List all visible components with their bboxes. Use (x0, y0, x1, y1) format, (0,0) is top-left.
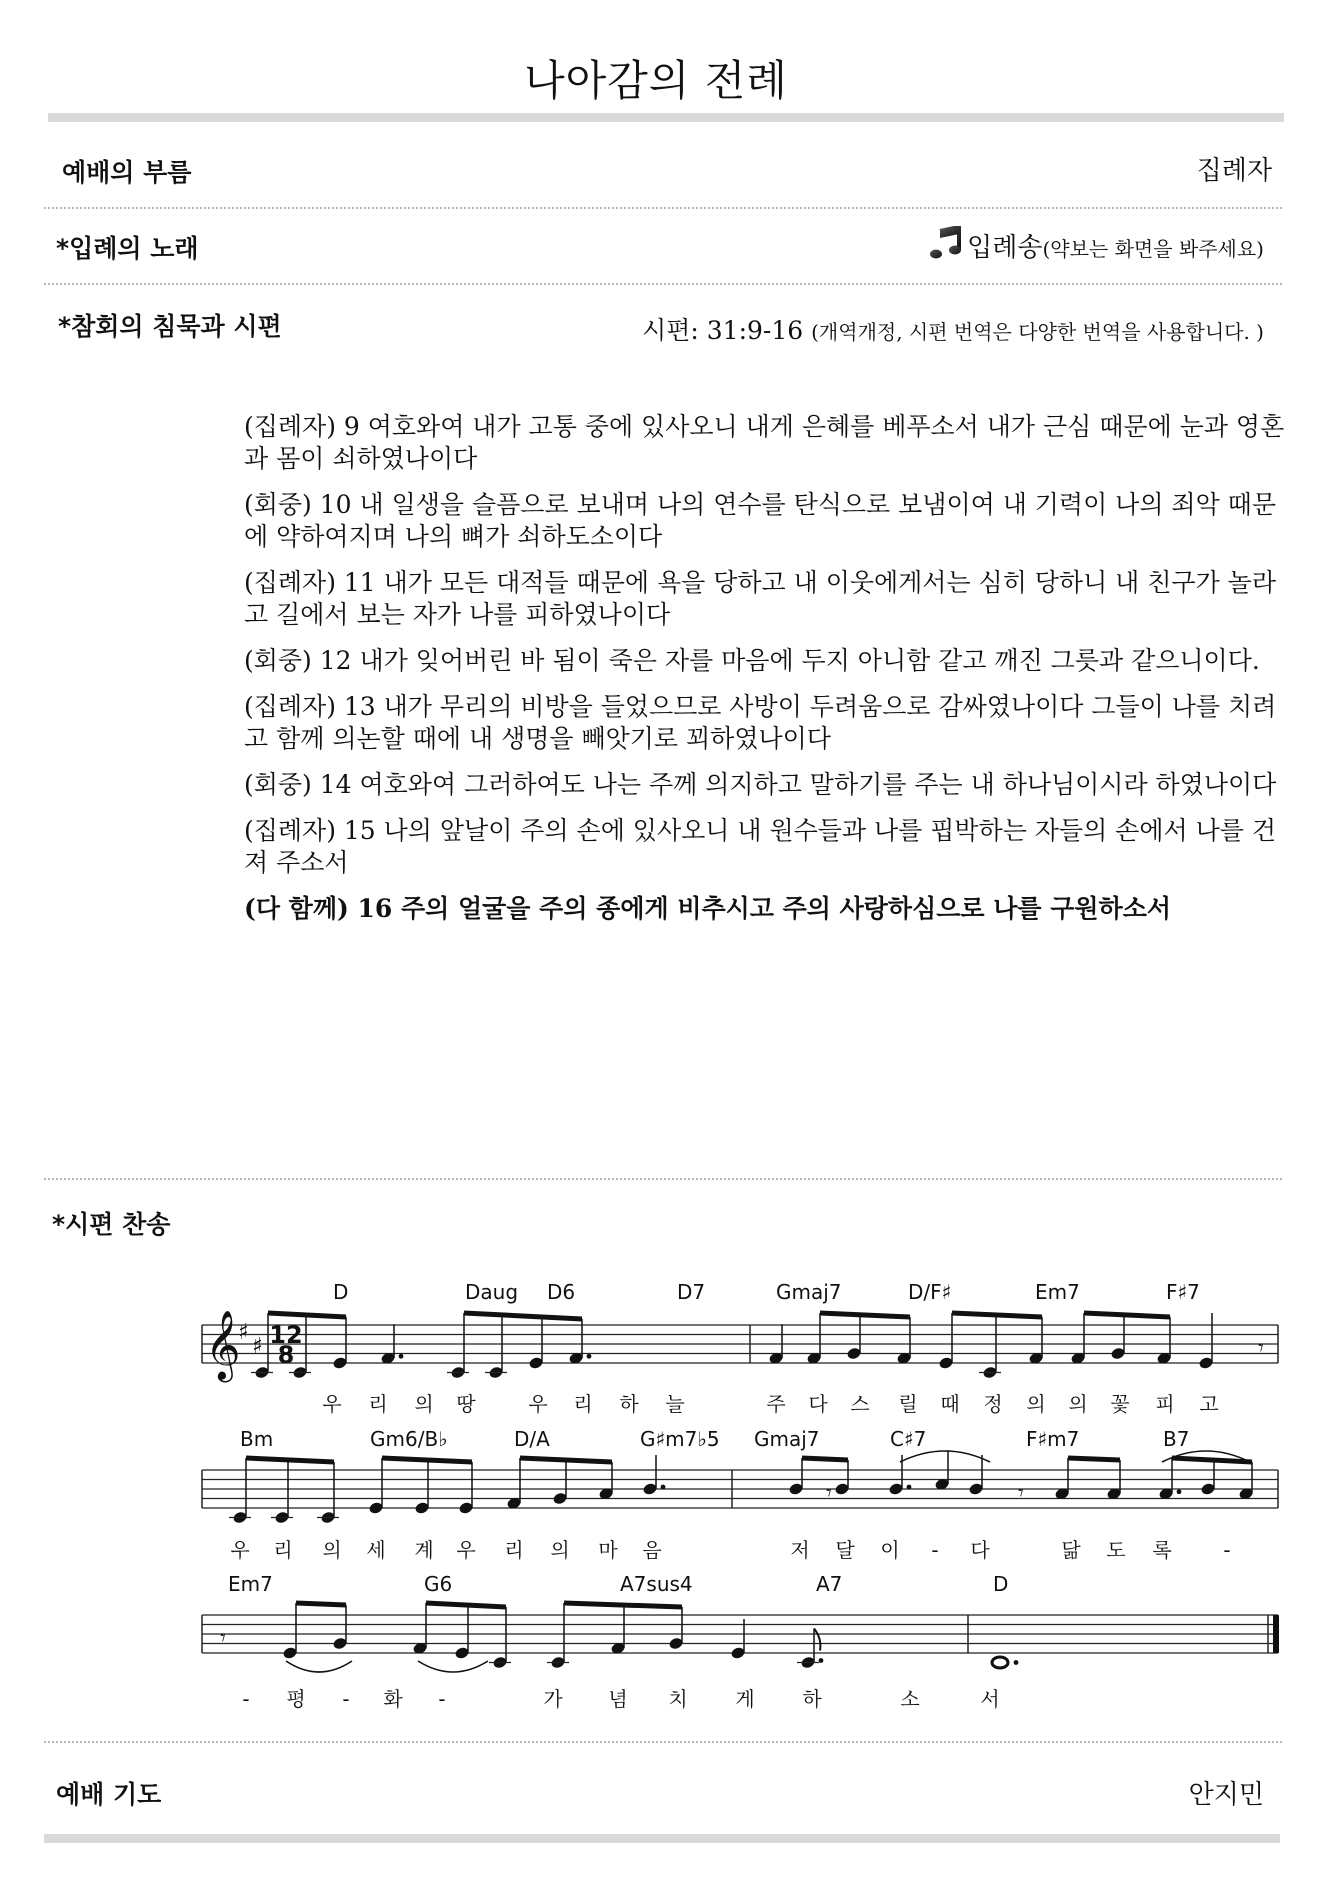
lyric-syllable: 록 (1152, 1538, 1172, 1562)
psalm-reference (642, 311, 1264, 347)
lyric-syllable: 서 (980, 1687, 1000, 1711)
dot (1177, 1489, 1182, 1494)
lyric-syllable: 달 (835, 1538, 855, 1562)
lyric-syllable: 저 (790, 1538, 810, 1562)
dot (399, 1354, 404, 1359)
lyric-syllable: - (931, 1538, 939, 1562)
entrance-song-info (929, 226, 1264, 267)
lyric-syllable: 꽃 (1110, 1392, 1130, 1416)
section-title-call: 예배의 부름 (62, 158, 192, 187)
chord-symbol: D6 (547, 1280, 576, 1304)
psalm-line: (회중) 12 내가 잊어버린 바 됨이 죽은 자를 마음에 두지 아니함 같고 깨진 그릇과 같으니이다. (244, 646, 1260, 675)
divider (44, 1178, 1282, 1180)
section-title-prayer: 예배 기도 (56, 1780, 162, 1809)
title-divider (48, 113, 1284, 122)
sheet-music-svg (0, 1270, 1332, 1730)
lyric-syllable: 정 (983, 1392, 1003, 1416)
beam (246, 1458, 334, 1462)
lyric-syllable: 의 (550, 1538, 570, 1562)
eighth-rest: 𝄾 (826, 1481, 832, 1506)
divider (44, 207, 1282, 209)
lyric-syllable: 게 (735, 1687, 755, 1711)
lyric-syllable: 이 (880, 1538, 900, 1562)
lyric-syllable: 다 (808, 1392, 828, 1416)
treble-clef: 𝄞 (205, 1310, 241, 1380)
chord-symbol: D7 (677, 1280, 706, 1304)
whole-note (992, 1657, 1008, 1668)
chord-symbol: D (993, 1572, 1009, 1596)
lyric-syllable: - (1223, 1538, 1231, 1562)
lyric-syllable: 고 (1199, 1392, 1219, 1416)
chord-symbol: G6 (424, 1572, 453, 1596)
psalm-reference-note: (개역개정, 시편 번역은 다양한 번역을 사용합니다. ) (811, 320, 1264, 344)
psalm-line: (집례자) 11 내가 모든 대적들 때문에 욕을 당하고 내 이웃에게서는 심히 당하니 내 친구가 놀라고 길에서 보는 자가 나를 피하였나이다 (244, 568, 1276, 629)
dot (661, 1485, 666, 1490)
beam (1068, 1458, 1120, 1460)
lyric-syllable: 스 (850, 1392, 870, 1416)
lyric-syllable: - (438, 1687, 446, 1711)
beam (820, 1313, 910, 1317)
lyric-syllable: 땅 (456, 1392, 476, 1416)
chord-symbol: Em7 (1035, 1280, 1080, 1304)
chord-symbol: Bm (240, 1427, 274, 1451)
time-signature-bottom: 8 (277, 1341, 295, 1369)
chord-symbol: Daug (465, 1280, 519, 1304)
slur (900, 1451, 990, 1462)
divider (44, 1741, 1282, 1743)
beam (1172, 1458, 1252, 1462)
entrance-song-title: 입례송 (967, 233, 1043, 263)
lyric-syllable: 릴 (898, 1392, 918, 1416)
lyric-syllable: 주 (766, 1392, 786, 1416)
lyric-syllable: 의 (1068, 1392, 1088, 1416)
beam (1084, 1313, 1170, 1317)
slur (286, 1661, 352, 1672)
eighth-rest: 𝄾 (1018, 1481, 1024, 1506)
eighth-rest: 𝄾 (220, 1626, 226, 1651)
section-title-chant: *시편 찬송 (52, 1210, 171, 1239)
lyric-syllable: 평 (286, 1687, 306, 1711)
beam (426, 1603, 506, 1607)
slur (418, 1661, 488, 1672)
chord-symbol: D/A (514, 1427, 550, 1451)
dot (1014, 1660, 1019, 1665)
psalm-line-unison: (다 함께) 16 주의 얼굴을 주의 종에게 비추시고 주의 사랑하심으로 나를 구원하소서 (244, 894, 1171, 923)
lyric-syllable: 우 (322, 1392, 342, 1416)
dot (907, 1485, 912, 1490)
chord-symbol: Gm6/B♭ (370, 1427, 448, 1451)
lyric-syllable: 도 (1106, 1538, 1126, 1562)
section-leader-prayer: 안지민 (1188, 1780, 1264, 1810)
lyric-syllable: 가 (543, 1687, 563, 1711)
chord-symbol: C♯7 (890, 1427, 927, 1451)
lyric-syllable: 피 (1155, 1392, 1175, 1416)
chord-symbol: F♯m7 (1026, 1427, 1080, 1451)
lyric-syllable: 계 (414, 1538, 434, 1562)
key-signature-sharp: ♯ (252, 1334, 263, 1359)
lyric-syllable: 우 (528, 1392, 548, 1416)
beam (268, 1313, 346, 1317)
chord-symbol: Em7 (228, 1572, 273, 1596)
lyric-syllable: 리 (573, 1392, 593, 1416)
time-signature-top: 12 (269, 1321, 303, 1349)
lyric-syllable: 우 (230, 1538, 250, 1562)
beam (464, 1313, 582, 1319)
psalm-reference-main: 시편: 31:9-16 (642, 316, 804, 345)
lyric-syllable: 리 (368, 1392, 388, 1416)
beam (382, 1458, 472, 1462)
lyric-syllable: 세 (366, 1538, 386, 1562)
psalm-line: (회중) 14 여호와여 그러하여도 나는 주께 의지하고 말하기를 주는 내 하나님이시라 하였나이다 (244, 770, 1277, 799)
chord-symbol: D (333, 1280, 349, 1304)
entrance-song-note: (약보는 화면을 봐주세요) (1042, 237, 1264, 261)
lyric-syllable: 소 (900, 1687, 920, 1711)
lyric-syllable: 의 (322, 1538, 342, 1562)
dot (587, 1354, 592, 1359)
lyric-syllable: 마 (598, 1538, 618, 1562)
beam (564, 1603, 682, 1607)
chord-symbol: B7 (1163, 1427, 1190, 1451)
lyric-syllable: 리 (273, 1538, 293, 1562)
footer-divider (44, 1834, 1280, 1843)
lyric-syllable: 닮 (1061, 1538, 1081, 1562)
lyric-syllable: 하 (619, 1392, 639, 1416)
psalm-line: (회중) 10 내 일생을 슬픔으로 보내며 나의 연수를 탄식으로 보냄이여 내 기력이 나의 죄악 때문에 약하여지며 나의 뼈가 쇠하도소이다 (244, 490, 1276, 551)
lyric-syllable: 때 (940, 1392, 960, 1416)
note-flag (814, 1629, 820, 1651)
sheet-music (0, 1270, 1332, 1730)
lyric-syllable: 우 (456, 1538, 476, 1562)
psalm-line: (집례자) 9 여호와여 내가 고통 중에 있사오니 내게 은혜를 베푸소서 내가 근심 때문에 눈과 영혼과 몸이 쇠하였나이다 (244, 412, 1285, 473)
lyric-syllable: 다 (970, 1538, 990, 1562)
psalm-line: (집례자) 13 내가 무리의 비방을 들었으므로 사방이 두려움으로 감싸였나이다 그들이 나를 치려고 함께 의논할 때에 내 생명을 빼앗기로 꾀하였나이다 (244, 692, 1277, 753)
section-title-confession: *참회의 침묵과 시편 (58, 312, 282, 341)
eighth-rest: 𝄾 (1258, 1336, 1264, 1361)
chord-symbol: D/F♯ (908, 1280, 952, 1304)
lyric-syllable: - (342, 1687, 350, 1711)
section-title-entrance: *입례의 노래 (56, 234, 199, 263)
music-note-icon (929, 226, 963, 267)
chord-symbol: A7sus4 (620, 1572, 693, 1596)
psalm-line: (집례자) 15 나의 앞날이 주의 손에 있사오니 내 원수들과 나를 핍박하는 자들의 손에서 나를 건져 주소서 (244, 816, 1276, 877)
chord-symbol: G♯m7♭5 (640, 1427, 720, 1451)
final-barline-thick (1273, 1615, 1279, 1653)
divider (44, 283, 1282, 285)
lyric-syllable: 치 (668, 1687, 688, 1711)
lyric-syllable: 의 (414, 1392, 434, 1416)
lyric-syllable: - (242, 1687, 250, 1711)
chord-symbol: A7 (816, 1572, 843, 1596)
lyric-syllable: 념 (608, 1687, 628, 1711)
dot (819, 1658, 824, 1663)
lyric-syllable: 의 (1026, 1392, 1046, 1416)
chord-symbol: Gmaj7 (776, 1280, 842, 1304)
lyric-syllable: 늘 (665, 1392, 685, 1416)
beam (802, 1458, 848, 1460)
lyric-syllable: 음 (642, 1538, 662, 1562)
lyric-syllable: 하 (802, 1687, 822, 1711)
chord-symbol: Gmaj7 (754, 1427, 820, 1451)
lyric-syllable: 리 (504, 1538, 524, 1562)
lyric-syllable: 화 (383, 1687, 403, 1711)
beam (296, 1603, 346, 1605)
key-signature-sharp: ♯ (238, 1320, 249, 1345)
beam (952, 1313, 1042, 1317)
page-title: 나아감의 전례 (524, 56, 788, 105)
chord-symbol: F♯7 (1166, 1280, 1200, 1304)
section-leader-call: 집례자 (1196, 156, 1272, 186)
beam (520, 1458, 612, 1462)
psalm-text (244, 411, 1294, 939)
